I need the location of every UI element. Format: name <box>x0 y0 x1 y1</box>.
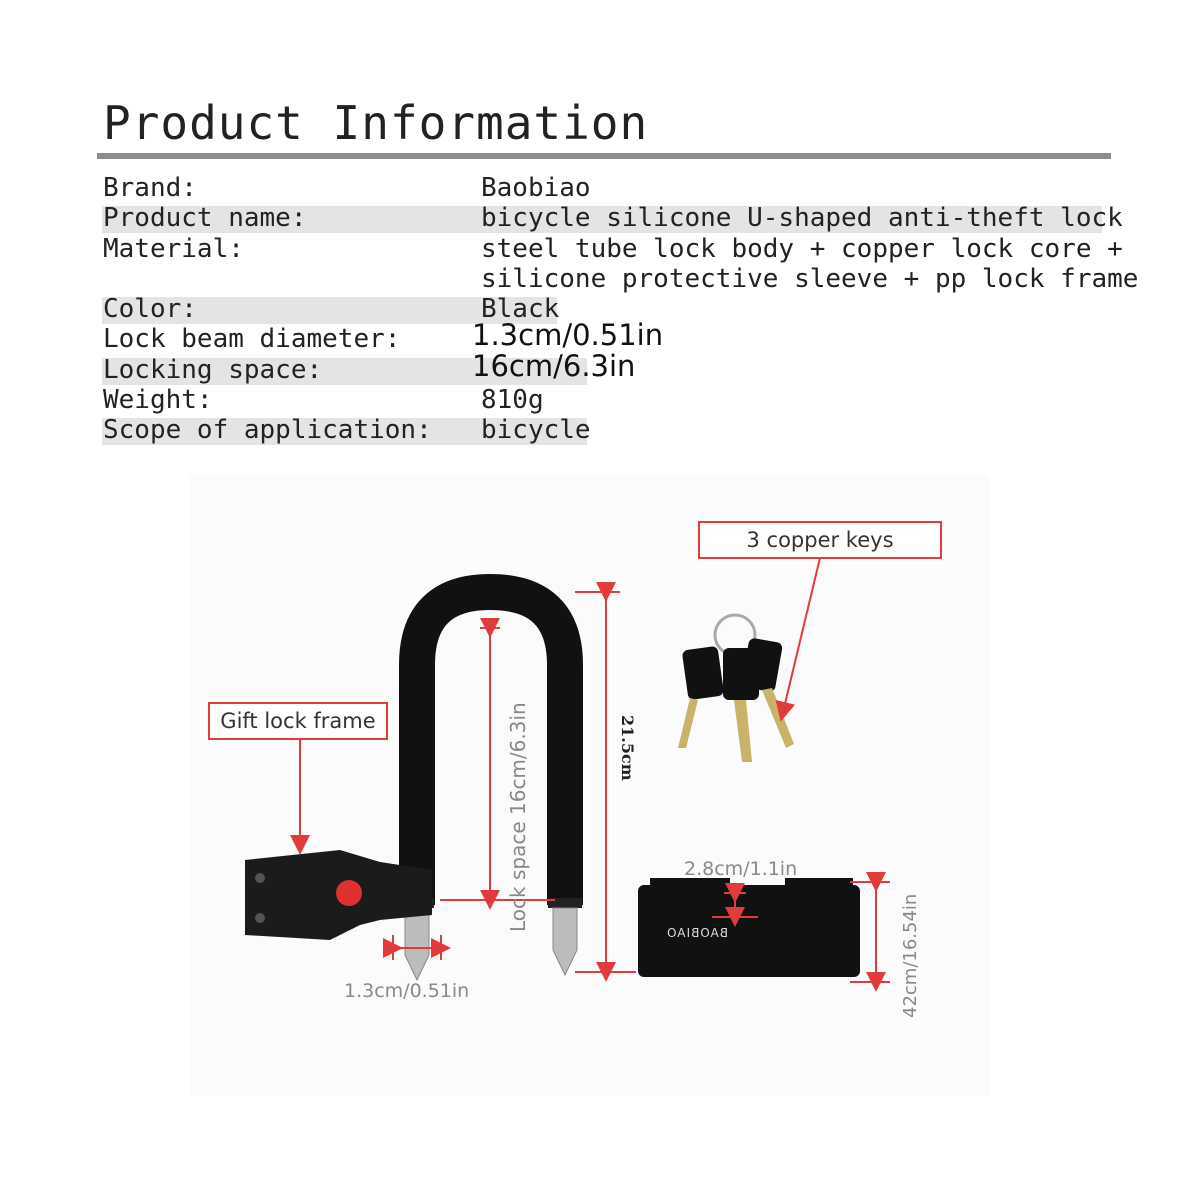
spec-label: Weight: <box>103 385 213 415</box>
spec-label: Product name: <box>103 203 307 233</box>
keys-icon <box>678 615 794 762</box>
spec-label: Color: <box>103 294 197 324</box>
frame-depth-label: 2.8cm/1.1in <box>684 858 798 880</box>
callout-gift-lock-frame: Gift lock frame <box>208 702 388 740</box>
spec-value-continued: silicone protective sleeve + pp lock frame <box>481 264 1139 294</box>
lock-space-label: Lock space 16cm/6.3in <box>506 702 530 932</box>
spec-value: 16cm/6.3in <box>472 349 636 383</box>
spec-value: Baobiao <box>481 173 591 203</box>
spec-value: 1.3cm/0.51in <box>472 318 664 352</box>
spec-label: Lock beam diameter: <box>103 324 401 354</box>
spec-label: Locking space: <box>103 355 323 385</box>
spec-value: 810g <box>481 385 544 415</box>
height-label: 21.5cm <box>618 715 637 781</box>
spec-value: Black <box>481 294 560 324</box>
spec-value: bicycle silicone U-shaped anti-theft lock <box>481 203 1123 233</box>
callout-copper-keys: 3 copper keys <box>698 521 942 559</box>
lock-brand-mark: BAOBIAO <box>666 926 728 940</box>
frame-length-label: 42cm/16.54in <box>900 893 921 1018</box>
page-title: Product Information <box>103 96 649 150</box>
spec-label: Material: <box>103 234 244 264</box>
spec-label: Scope of application: <box>103 415 432 445</box>
spec-value: steel tube lock body + copper lock core + <box>481 234 1123 264</box>
spec-value: bicycle <box>481 415 591 445</box>
lock-body-icon <box>638 878 860 977</box>
beam-diameter-label: 1.3cm/0.51in <box>344 980 470 1002</box>
spec-label: Brand: <box>103 173 197 203</box>
